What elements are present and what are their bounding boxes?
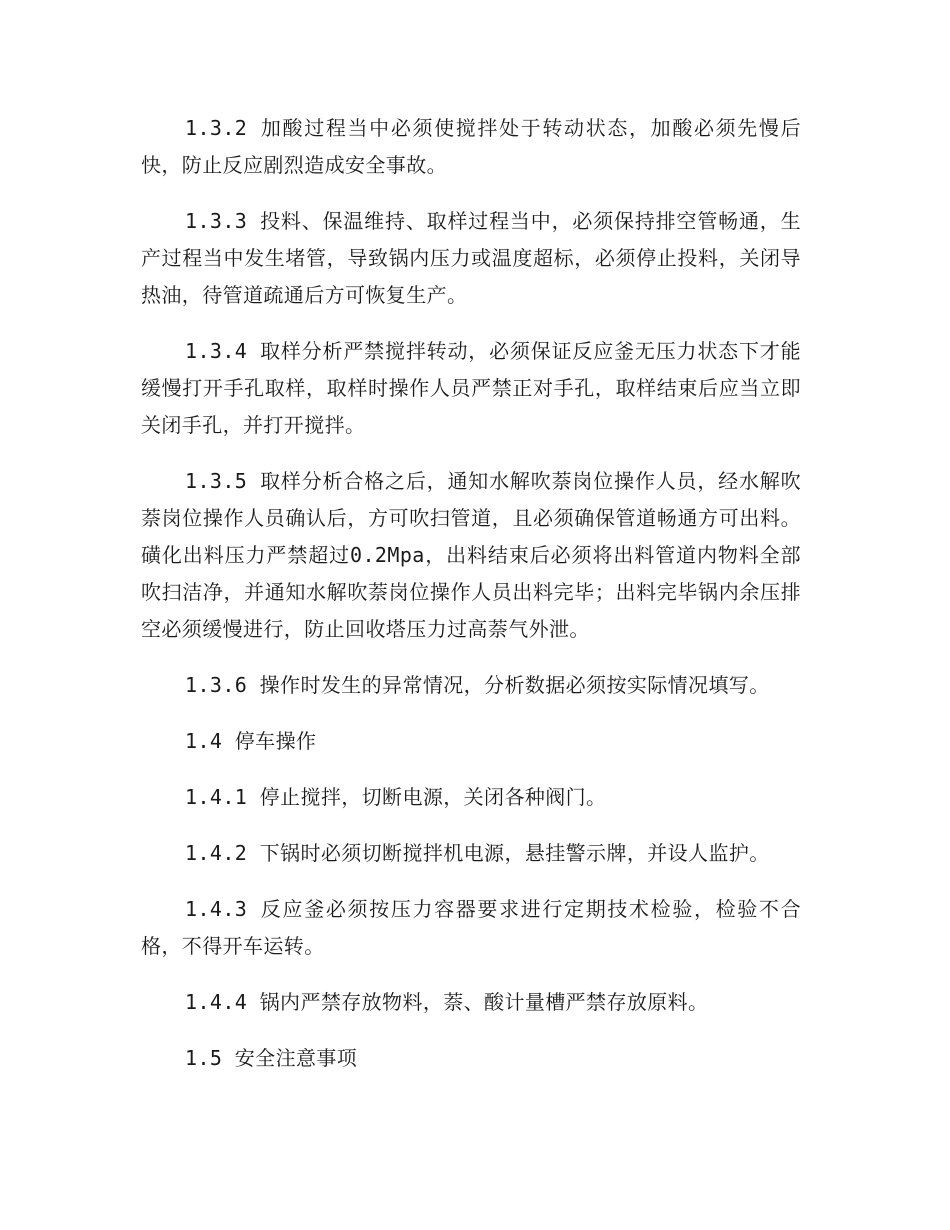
paragraph-1-3-2: 1.3.2 加酸过程当中必须使搅拌处于转动状态，加酸必须先慢后快，防止反应剧烈造成安全事故。 [141,116,801,177]
heading-1-5: 1.5 安全注意事项 [185,1046,358,1070]
paragraph-1-3-4: 1.3.4 取样分析严禁搅拌转动，必须保证反应釜无压力状态下才能缓慢打开手孔取样，取样时操作人员严禁正对手孔，取样结束后应当立即关闭手孔，并打开搅拌。 [141,339,801,437]
heading-1-4: 1.4 停车操作 [185,729,317,753]
paragraph-1-3-5: 1.3.5 取样分析合格之后，通知水解吹萘岗位操作人员，经水解吹萘岗位操作人员确认后，方可吹扫管道，且必须确保管道畅通方可出料。磺化出料压力严禁超过0.2Mpa，出料结束后必须将出料管道内物料全部吹扫洁净，并通知水解吹萘岗位操作人员出料完毕；出料完毕锅内余压排空必须缓慢进行，防止回收塔压力过高萘气外泄。 [141,469,801,641]
paragraph-1-4-2: 1.4.2 下锅时必须切断搅拌机电源，悬挂警示牌，并设人监护。 [185,841,770,865]
paragraph-1-4-4: 1.4.4 锅内严禁存放物料，萘、酸计量槽严禁存放原料。 [185,990,709,1014]
paragraph-1-3-3: 1.3.3 投料、保温维持、取样过程当中，必须保持排空管畅通，生产过程当中发生堵管，导致锅内压力或温度超标，必须停止投料，关闭导热油，待管道疏通后方可恢复生产。 [141,209,801,307]
paragraph-1-4-3: 1.4.3 反应釜必须按压力容器要求进行定期技术检验，检验不合格，不得开车运转。 [141,897,801,958]
paragraph-1-3-6: 1.3.6 操作时发生的异常情况，分析数据必须按实际情况填写。 [185,673,770,697]
document-body [141,110,801,1096]
paragraph-1-4-1: 1.4.1 停止搅拌，切断电源，关闭各种阀门。 [185,785,607,809]
